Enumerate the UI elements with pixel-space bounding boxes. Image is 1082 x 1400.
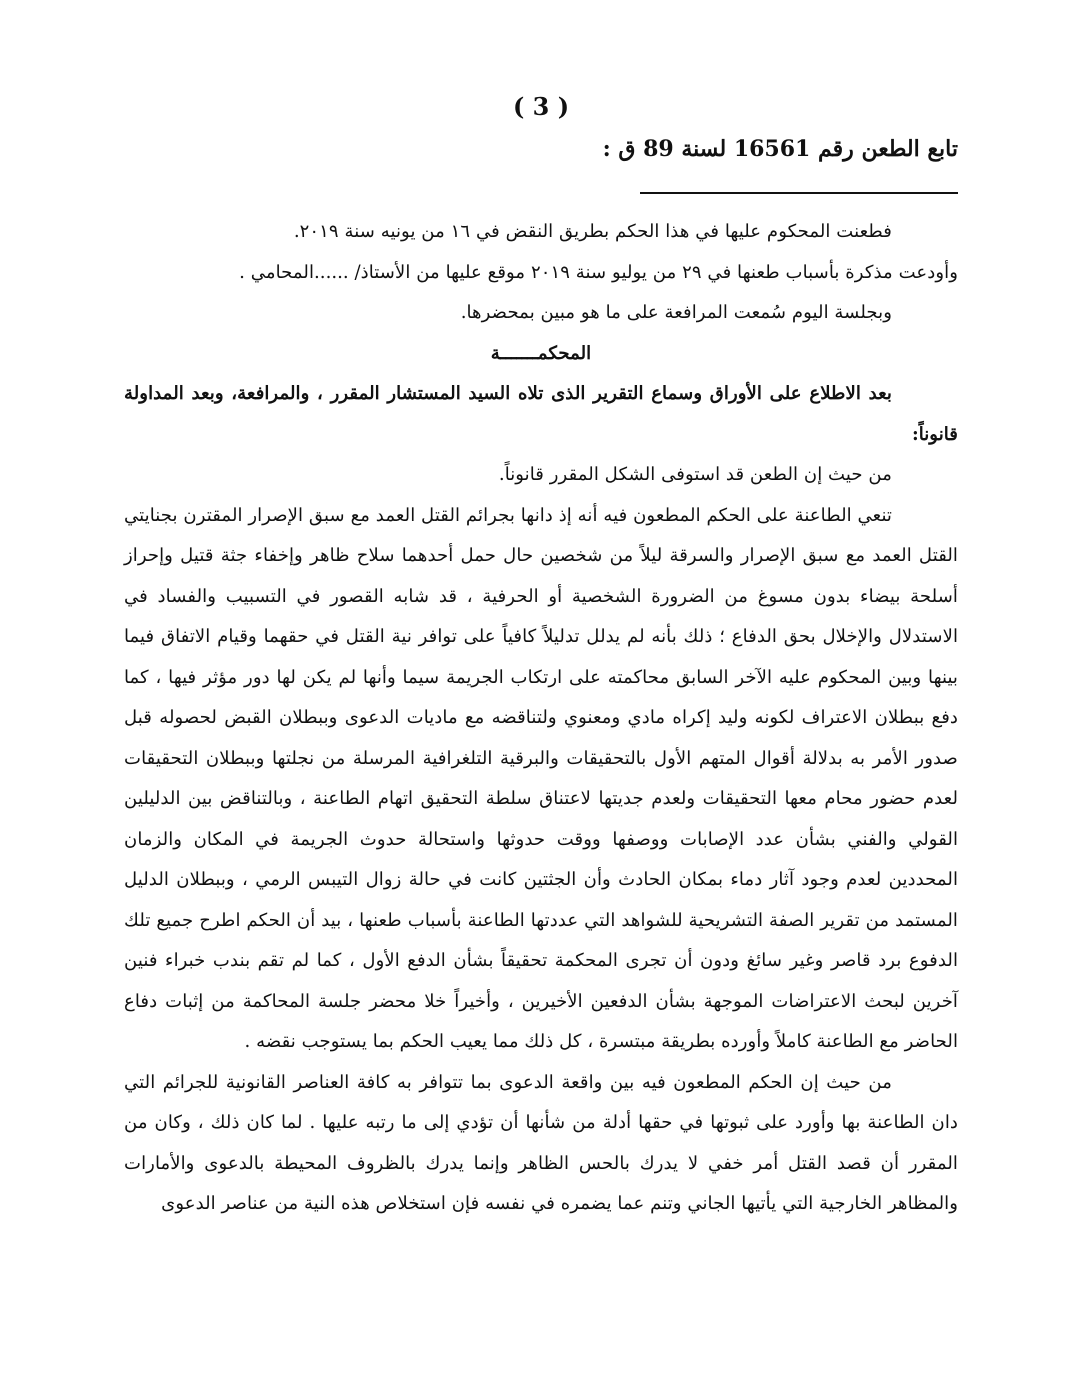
case-reference: تابع الطعن رقم 16561 لسنة 89 ق : (602, 136, 958, 162)
page-number: ( 3 ) (512, 92, 570, 121)
memo-filed-paragraph: وأودعت مذكرة بأسباب طعنها في ٢٩ من يوليو سنة ٢٠١٩ موقع عليها من الأستاذ/ ......المحامي . (239, 261, 958, 283)
hearing-paragraph: وبجلسة اليوم سُمعت المرافعة على ما هو مبين بمحضرها. (460, 302, 892, 323)
body-paragraph: من حيث إن الحكم المطعون فيه بين واقعة الدعوى بما تتوافر به كافة العناصر القانونية للجرائم التي دان الطاعنة بها وأورد على ثبوتها في حقها أدلة من شأنها أن تؤدي إلى ما رتبه عليها . لما كان ذلك ، وكان من المقرر أن قصد القتل أمر خفي لا يدرك بالحس الظاهر وإنما يدرك بالظروف المحيطة بالدعوى والأمارات والمظاهر الخارجية التي يأتيها الجاني وتنم عما يضمره في نفسه فإن استخلاص هذه النية من عناصر الدعوى (124, 1071, 958, 1214)
header-underline (640, 192, 958, 194)
body-paragraph: من حيث إن الطعن قد استوفى الشكل المقرر قانوناً. (498, 464, 892, 485)
body-paragraph: تنعي الطاعنة على الحكم المطعون فيه أنه إذ دانها بجرائم القتل العمد مع سبق الإصرار المقترن بجنايتي القتل العمد مع سبق الإصرار والسرقة ليلاً من شخصين حال حمل أحدهما سلاح ظاهر وإخفاء جثة قتيل وإحراز أسلحة بيضاء بدون مسوغ من الضرورة الشخصية أو الحرفية ، قد شابه القصور في التسبيب والفساد في الاستدلال والإخلال بحق الدفاع ؛ ذلك بأنه لم يدلل تدليلاً كافياً على توافر نية القتل في حقهما وقيام الاتفاق فيما بينها وبين المحكوم عليه الآخر السابق محاكمته على ارتكاب الجريمة سيما وأنها لم يكن لها دور مؤثر فيها ، كما دفع ببطلان الاعتراف لكونه وليد إكراه مادي ومعنوي ولتناقضه مع ماديات الدعوى وببطلان القبض لحصوله قبل صدور الأمر به بدلالة أقوال المتهم الأول بالتحقيقات والبرقية التلغرافية المرسلة من نجلتها وببطلان التحقيقات لعدم حضور محام معها التحقيقات ولعدم جديتها لاعتناق سلطة التحقيق اتهام الطاعنة ، وبالتناقض بين الدليلين القولي والفني بشأن عدد الإصابات ووصفها ووقت حدوثها واستحالة حدوث الجريمة في المكان والزمان المحددين لعدم وجود آثار دماء بمكان الحادث وأن الجثتين كانت في حالة زوال التيبس الرمي ، وببطلان الدليل المستمد من تقرير الصفة التشريحية للشواهد التي عددتها الطاعنة بأسباب طعنها ، بيد أن الحكم اطرح جميع تلك الدفوع برد قاصر وغير سائغ ودون أن تجرى المحكمة تحقيقاً بشأن الدفع الأول ، كما لم تقم بندب خبراء فنين آخرين لبحث الاعتراضات الموجهة بشأن الدفعين الأخيرين ، وأخيراً خلا محضر جلسة المحاكمة من إثبات دفاع الحاضر مع الطاعنة كاملاً وأورده بطريقة مبتسرة ، كل ذلك مما يعيب الحكم بما يستوجب نقضه . (124, 504, 958, 1052)
court-heading: المحكمـــــــة (490, 342, 592, 364)
preamble: بعد الاطلاع على الأوراق وسماع التقرير الذى تلاه السيد المستشار المقرر ، والمرافعة، وبعد المداولة قانوناً: (124, 383, 958, 445)
appeal-filed-paragraph: فطعنت المحكوم عليها في هذا الحكم بطريق النقض في ١٦ من يونيه سنة ٢٠١٩. (293, 221, 892, 242)
document-body (124, 212, 958, 1225)
